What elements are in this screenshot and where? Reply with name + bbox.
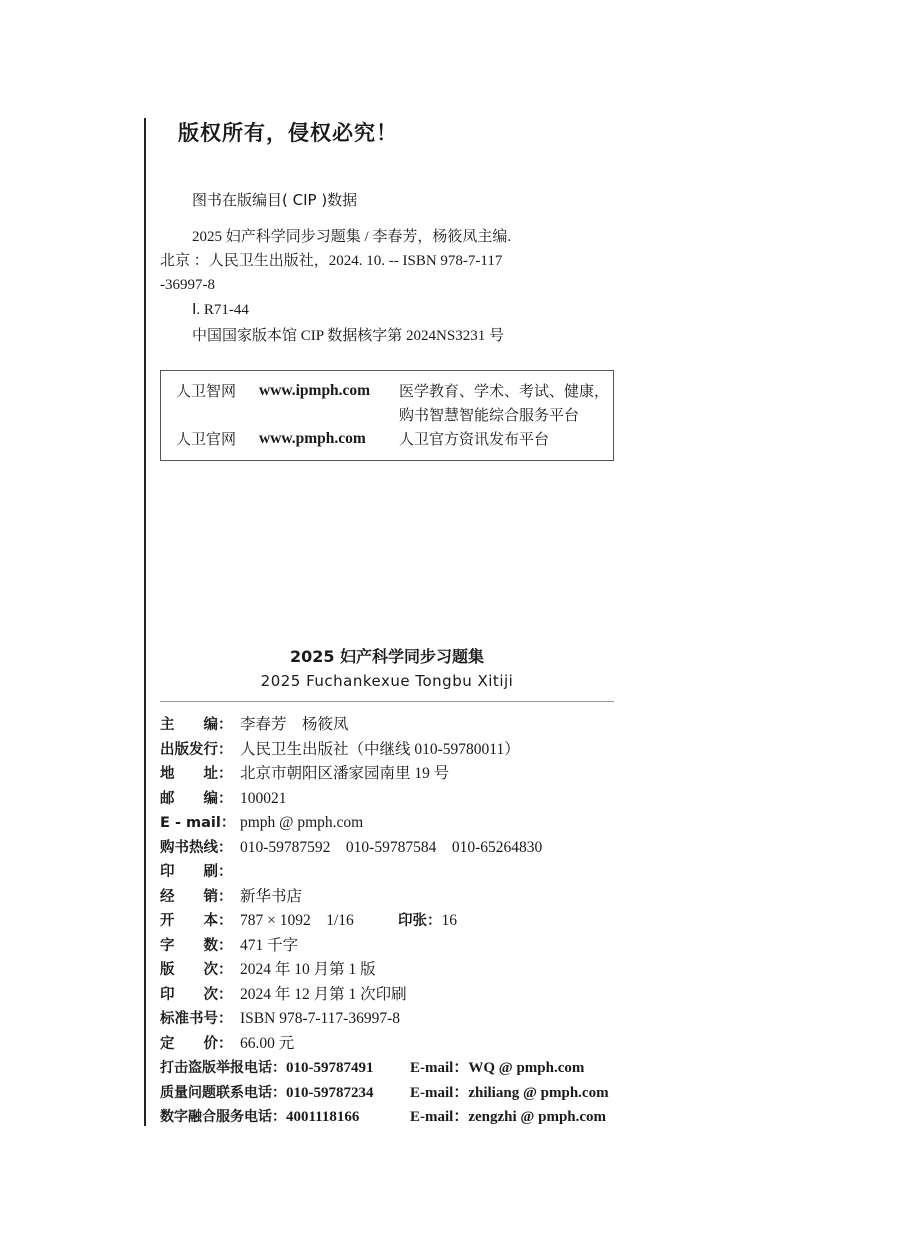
hotline-phone: 010-59787234 [286,1084,374,1101]
hotline-email-label: E-mail： [410,1109,469,1125]
detail-label-sheets: 印张： [398,913,442,929]
detail-value: 66.00 元 [240,1034,295,1052]
platform-name: 人卫官网 [176,430,237,448]
detail-row-word-count [160,934,614,959]
detail-label: 标准书号： [160,1011,233,1027]
detail-label: 定 价： [160,1035,233,1052]
detail-value: 787 × 1092 1/16 [240,912,354,929]
platform-box [160,370,614,461]
detail-value: 2024 年 12 月第 1 次印刷 [240,985,407,1003]
platform-description: 医学教育、学术、考试、健康， [399,382,610,400]
cip-line: Ⅰ. R71-44 [192,302,249,318]
detail-row-edition [160,958,614,983]
platform-name: 人卫智网 [176,382,237,400]
book-title: 2025 妇产科学同步习题集 [289,647,485,666]
platform-url: www.ipmph.com [259,382,371,399]
detail-row-sales-hotline [160,836,614,861]
hotline-phone: 4001118166 [286,1109,360,1125]
cip-heading: 图书在版编目( CIP )数据 [192,191,358,209]
detail-row-address [160,762,614,787]
detail-row-isbn [160,1007,614,1032]
hotline-row-quality [160,1081,614,1106]
detail-value: 100021 [240,789,287,807]
hotline-label: 数字融合服务电话： [160,1109,286,1125]
detail-row-printing [160,983,614,1008]
platform-description: 购书智慧智能综合服务平台 [399,406,580,424]
detail-value: ISBN 978-7-117-36997-8 [240,1010,401,1027]
detail-label: E - mail： [160,815,236,831]
platform-url: www.pmph.com [259,430,366,447]
detail-value-sheets: 16 [441,912,457,929]
detail-row-distributor [160,885,614,910]
detail-value: 2024 年 10 月第 1 版 [240,961,376,978]
detail-label: 出版发行： [160,741,233,758]
detail-label: 地 址： [160,766,233,782]
detail-row-email [160,811,614,836]
cip-line: 2025 妇产科学同步习题集 / 李春芳，杨筱凤主编. [192,229,512,245]
platform-description: 人卫官方资讯发布平台 [399,430,550,448]
cip-line: -36997-8 [160,277,215,293]
publication-details [160,713,614,1130]
hotline-row-piracy [160,1056,614,1081]
hotline-email: zengzhi @ pmph.com [468,1109,607,1125]
detail-value: 新华书店 [240,887,303,905]
hotline-row-digital [160,1105,614,1130]
hotline-email: zhiliang @ pmph.com [468,1084,609,1101]
hotline-label: 打击盗版举报电话： [160,1060,286,1076]
detail-label: 经 销： [160,888,233,905]
detail-value: 李春芳 杨筱凤 [240,716,349,733]
detail-row-price [160,1032,614,1057]
detail-label: 印 刷： [160,864,233,880]
detail-value: 人民卫生出版社（中继线 010-59780011） [240,740,520,758]
copyright-notice: 版权所有，侵权必究！ [178,121,398,145]
detail-row-publisher [160,738,614,763]
detail-label: 购书热线： [160,839,233,856]
detail-row-format [160,909,614,934]
title-divider [160,701,614,702]
detail-label: 开 本： [160,913,233,929]
hotline-email-label: E-mail： [410,1060,469,1076]
detail-label: 邮 编： [160,790,233,807]
detail-value: pmph @ pmph.com [240,814,364,831]
cip-line: 中国国家版本馆 CIP 数据核字第 2024NS3231 号 [192,328,504,344]
cip-line: 北京 ：人民卫生出版社，2024. 10. -- ISBN 978-7-117 [160,253,503,269]
hotline-email: WQ @ pmph.com [468,1060,585,1076]
detail-label: 字 数： [160,937,233,954]
book-title-pinyin: 2025 Fuchankexue Tongbu Xitiji [260,672,514,690]
detail-value: 471 千字 [240,936,299,954]
detail-label: 版 次： [160,962,233,978]
hotline-label: 质量问题联系电话： [160,1084,286,1101]
detail-row-printer [160,860,614,885]
detail-value: 北京市朝阳区潘家园南里 19 号 [240,765,450,782]
detail-row-postcode [160,787,614,812]
detail-row-editor [160,713,614,738]
hotline-email-label: E-mail： [410,1084,469,1101]
detail-value: 010-59787592 010-59787584 010-65264830 [240,838,543,856]
detail-label: 主 编： [160,717,233,733]
detail-label: 印 次： [160,986,233,1003]
margin-vertical-rule [144,118,146,1126]
hotline-phone: 010-59787491 [286,1060,374,1076]
